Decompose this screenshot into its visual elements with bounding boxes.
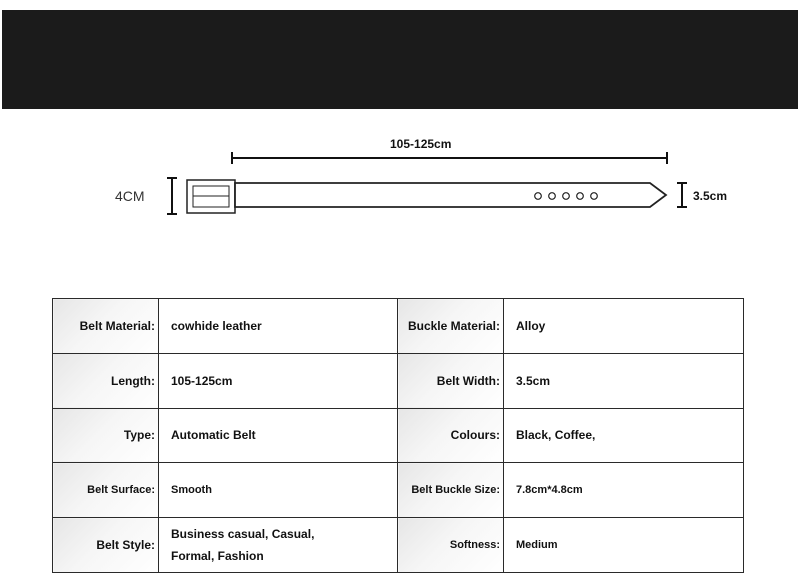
spec-label-belt-material: Belt Material: <box>53 299 159 354</box>
belt-style-line-1: Business casual, Casual, <box>171 527 315 542</box>
table-row <box>53 518 744 573</box>
spec-value-type: Automatic Belt <box>159 408 398 463</box>
belt-strap-icon <box>235 183 666 207</box>
spec-value-length: 105-125cm <box>159 353 398 408</box>
spec-value-belt-surface: Smooth <box>159 463 398 518</box>
belt-buckle-icon <box>187 180 235 213</box>
spec-label-type: Type: <box>53 408 159 463</box>
spec-value-softness: Medium <box>504 518 744 573</box>
spec-label-length: Length: <box>53 353 159 408</box>
buckle-height-label: 4CM <box>115 188 145 204</box>
spec-value-belt-width: 3.5cm <box>504 353 744 408</box>
strap-width-label: 3.5cm <box>693 189 728 203</box>
spec-value-belt-material: cowhide leather <box>159 299 398 354</box>
spec-label-belt-width: Belt Width: <box>398 353 504 408</box>
spec-label-belt-style: Belt Style: <box>53 518 159 573</box>
table-row <box>53 299 744 354</box>
spec-label-colours: Colours: <box>398 408 504 463</box>
spec-label-softness: Softness: <box>398 518 504 573</box>
spec-label-belt-surface: Belt Surface: <box>53 463 159 518</box>
spec-table <box>52 298 744 573</box>
spec-value-buckle-material: Alloy <box>504 299 744 354</box>
table-row <box>53 353 744 408</box>
length-label: 105-125cm <box>390 137 452 151</box>
table-row <box>53 463 744 518</box>
belt-style-line-2: Formal, Fashion <box>171 549 264 564</box>
table-row <box>53 408 744 463</box>
spec-label-buckle-size: Belt Buckle Size: <box>398 463 504 518</box>
spec-value-belt-style <box>159 518 398 573</box>
spec-value-buckle-size: 7.8cm*4.8cm <box>504 463 744 518</box>
length-dimension-line <box>232 152 667 164</box>
strap-width-bracket <box>677 183 687 207</box>
buckle-height-bracket <box>167 178 177 214</box>
spec-value-colours: Black, Coffee, <box>504 408 744 463</box>
spec-label-buckle-material: Buckle Material: <box>398 299 504 354</box>
